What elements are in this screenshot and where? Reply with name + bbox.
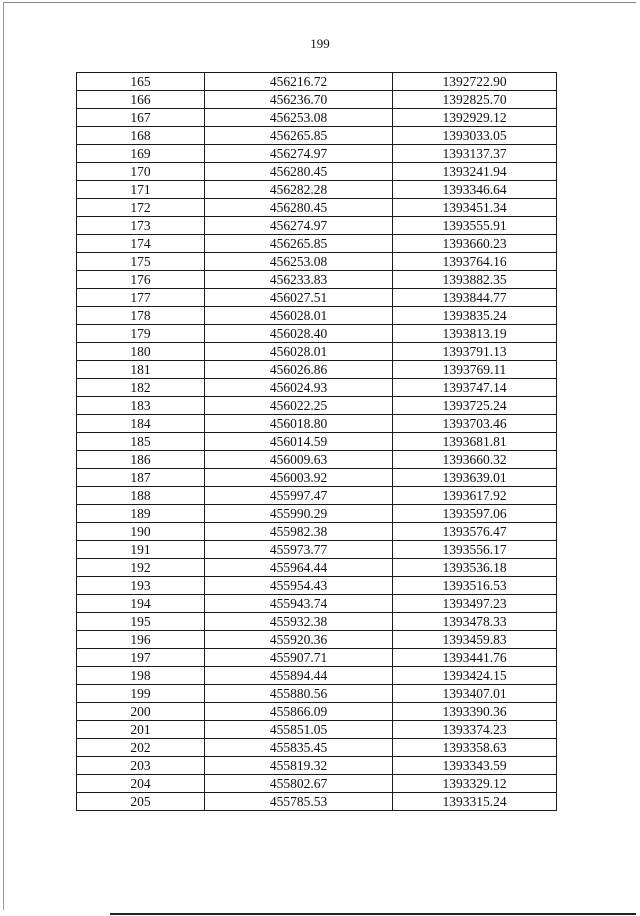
table-row: [77, 649, 557, 667]
point-number-cell: 183: [77, 397, 205, 415]
y-coordinate-cell: 1393315.24: [393, 793, 557, 811]
table-row: [77, 397, 557, 415]
point-number-cell: 175: [77, 253, 205, 271]
y-coordinate-cell: 1393660.23: [393, 235, 557, 253]
x-coordinate-cell: 455802.67: [205, 775, 393, 793]
x-coordinate-cell: 456014.59: [205, 433, 393, 451]
y-coordinate-cell: 1392929.12: [393, 109, 557, 127]
x-coordinate-cell: 456018.80: [205, 415, 393, 433]
x-coordinate-cell: 456026.86: [205, 361, 393, 379]
point-number-cell: 193: [77, 577, 205, 595]
point-number-cell: 171: [77, 181, 205, 199]
y-coordinate-cell: 1392722.90: [393, 73, 557, 91]
x-coordinate-cell: 456028.01: [205, 307, 393, 325]
point-number-cell: 168: [77, 127, 205, 145]
x-coordinate-cell: 456265.85: [205, 235, 393, 253]
table-row: [77, 739, 557, 757]
y-coordinate-cell: 1393769.11: [393, 361, 557, 379]
y-coordinate-cell: 1393747.14: [393, 379, 557, 397]
x-coordinate-cell: 456233.83: [205, 271, 393, 289]
table-row: [77, 181, 557, 199]
x-coordinate-cell: 456022.25: [205, 397, 393, 415]
table-row: [77, 253, 557, 271]
y-coordinate-cell: 1393346.64: [393, 181, 557, 199]
table-row: [77, 577, 557, 595]
point-number-cell: 201: [77, 721, 205, 739]
x-coordinate-cell: 456265.85: [205, 127, 393, 145]
table-row: [77, 451, 557, 469]
point-number-cell: 179: [77, 325, 205, 343]
y-coordinate-cell: 1393835.24: [393, 307, 557, 325]
point-number-cell: 186: [77, 451, 205, 469]
point-number-cell: 167: [77, 109, 205, 127]
x-coordinate-cell: 455920.36: [205, 631, 393, 649]
point-number-cell: 187: [77, 469, 205, 487]
x-coordinate-cell: 455851.05: [205, 721, 393, 739]
page-edge-bottom: [110, 913, 636, 915]
point-number-cell: 198: [77, 667, 205, 685]
table-row: [77, 757, 557, 775]
x-coordinate-cell: 455785.53: [205, 793, 393, 811]
table-row: [77, 109, 557, 127]
y-coordinate-cell: 1393660.32: [393, 451, 557, 469]
y-coordinate-cell: 1393374.23: [393, 721, 557, 739]
point-number-cell: 181: [77, 361, 205, 379]
y-coordinate-cell: 1393639.01: [393, 469, 557, 487]
y-coordinate-cell: 1392825.70: [393, 91, 557, 109]
y-coordinate-cell: 1393390.36: [393, 703, 557, 721]
y-coordinate-cell: 1393681.81: [393, 433, 557, 451]
table-row: [77, 271, 557, 289]
coordinates-table-body: [77, 73, 557, 811]
y-coordinate-cell: 1393813.19: [393, 325, 557, 343]
point-number-cell: 170: [77, 163, 205, 181]
y-coordinate-cell: 1393882.35: [393, 271, 557, 289]
y-coordinate-cell: 1393725.24: [393, 397, 557, 415]
point-number-cell: 200: [77, 703, 205, 721]
x-coordinate-cell: 455866.09: [205, 703, 393, 721]
y-coordinate-cell: 1393617.92: [393, 487, 557, 505]
table-row: [77, 613, 557, 631]
table-row: [77, 145, 557, 163]
y-coordinate-cell: 1393764.16: [393, 253, 557, 271]
x-coordinate-cell: 456003.92: [205, 469, 393, 487]
page-edge-top: [4, 2, 636, 3]
table-row: [77, 217, 557, 235]
x-coordinate-cell: 456253.08: [205, 253, 393, 271]
y-coordinate-cell: 1393478.33: [393, 613, 557, 631]
table-row: [77, 667, 557, 685]
point-number-cell: 176: [77, 271, 205, 289]
point-number-cell: 178: [77, 307, 205, 325]
y-coordinate-cell: 1393703.46: [393, 415, 557, 433]
point-number-cell: 177: [77, 289, 205, 307]
table-row: [77, 73, 557, 91]
point-number-cell: 189: [77, 505, 205, 523]
point-number-cell: 185: [77, 433, 205, 451]
table-row: [77, 631, 557, 649]
table-row: [77, 541, 557, 559]
point-number-cell: 182: [77, 379, 205, 397]
table-row: [77, 91, 557, 109]
x-coordinate-cell: 455964.44: [205, 559, 393, 577]
point-number-cell: 165: [77, 73, 205, 91]
point-number-cell: 196: [77, 631, 205, 649]
y-coordinate-cell: 1393516.53: [393, 577, 557, 595]
point-number-cell: 195: [77, 613, 205, 631]
point-number-cell: 202: [77, 739, 205, 757]
x-coordinate-cell: 455819.32: [205, 757, 393, 775]
x-coordinate-cell: 456027.51: [205, 289, 393, 307]
y-coordinate-cell: 1393329.12: [393, 775, 557, 793]
table-row: [77, 325, 557, 343]
y-coordinate-cell: 1393424.15: [393, 667, 557, 685]
point-number-cell: 199: [77, 685, 205, 703]
x-coordinate-cell: 455907.71: [205, 649, 393, 667]
y-coordinate-cell: 1393536.18: [393, 559, 557, 577]
x-coordinate-cell: 456253.08: [205, 109, 393, 127]
table-row: [77, 343, 557, 361]
x-coordinate-cell: 456028.01: [205, 343, 393, 361]
point-number-cell: 180: [77, 343, 205, 361]
table-row: [77, 487, 557, 505]
point-number-cell: 166: [77, 91, 205, 109]
point-number-cell: 190: [77, 523, 205, 541]
y-coordinate-cell: 1393358.63: [393, 739, 557, 757]
table-row: [77, 289, 557, 307]
table-row: [77, 127, 557, 145]
table-row: [77, 415, 557, 433]
table-row: [77, 163, 557, 181]
x-coordinate-cell: 456009.63: [205, 451, 393, 469]
point-number-cell: 204: [77, 775, 205, 793]
y-coordinate-cell: 1393137.37: [393, 145, 557, 163]
table-row: [77, 469, 557, 487]
table-row: [77, 595, 557, 613]
x-coordinate-cell: 455932.38: [205, 613, 393, 631]
point-number-cell: 172: [77, 199, 205, 217]
x-coordinate-cell: 456274.97: [205, 217, 393, 235]
x-coordinate-cell: 456282.28: [205, 181, 393, 199]
x-coordinate-cell: 455990.29: [205, 505, 393, 523]
table-row: [77, 199, 557, 217]
x-coordinate-cell: 456280.45: [205, 199, 393, 217]
coordinates-table: [76, 72, 557, 811]
x-coordinate-cell: 455997.47: [205, 487, 393, 505]
point-number-cell: 173: [77, 217, 205, 235]
y-coordinate-cell: 1393033.05: [393, 127, 557, 145]
point-number-cell: 188: [77, 487, 205, 505]
point-number-cell: 184: [77, 415, 205, 433]
point-number-cell: 197: [77, 649, 205, 667]
x-coordinate-cell: 456028.40: [205, 325, 393, 343]
y-coordinate-cell: 1393576.47: [393, 523, 557, 541]
y-coordinate-cell: 1393343.59: [393, 757, 557, 775]
page-edge-left: [3, 2, 4, 910]
x-coordinate-cell: 455894.44: [205, 667, 393, 685]
x-coordinate-cell: 456274.97: [205, 145, 393, 163]
y-coordinate-cell: 1393555.91: [393, 217, 557, 235]
y-coordinate-cell: 1393241.94: [393, 163, 557, 181]
x-coordinate-cell: 455954.43: [205, 577, 393, 595]
table-row: [77, 523, 557, 541]
y-coordinate-cell: 1393791.13: [393, 343, 557, 361]
point-number-cell: 191: [77, 541, 205, 559]
point-number-cell: 205: [77, 793, 205, 811]
table-row: [77, 433, 557, 451]
point-number-cell: 192: [77, 559, 205, 577]
x-coordinate-cell: 456216.72: [205, 73, 393, 91]
table-row: [77, 685, 557, 703]
table-row: [77, 793, 557, 811]
x-coordinate-cell: 455943.74: [205, 595, 393, 613]
table-row: [77, 379, 557, 397]
y-coordinate-cell: 1393407.01: [393, 685, 557, 703]
x-coordinate-cell: 456024.93: [205, 379, 393, 397]
table-row: [77, 703, 557, 721]
x-coordinate-cell: 455973.77: [205, 541, 393, 559]
x-coordinate-cell: 456236.70: [205, 91, 393, 109]
point-number-cell: 194: [77, 595, 205, 613]
table-row: [77, 775, 557, 793]
table-row: [77, 361, 557, 379]
y-coordinate-cell: 1393597.06: [393, 505, 557, 523]
table-row: [77, 235, 557, 253]
table-row: [77, 721, 557, 739]
y-coordinate-cell: 1393556.17: [393, 541, 557, 559]
table-row: [77, 505, 557, 523]
point-number-cell: 203: [77, 757, 205, 775]
y-coordinate-cell: 1393497.23: [393, 595, 557, 613]
y-coordinate-cell: 1393459.83: [393, 631, 557, 649]
y-coordinate-cell: 1393451.34: [393, 199, 557, 217]
x-coordinate-cell: 455835.45: [205, 739, 393, 757]
y-coordinate-cell: 1393441.76: [393, 649, 557, 667]
point-number-cell: 169: [77, 145, 205, 163]
x-coordinate-cell: 455982.38: [205, 523, 393, 541]
point-number-cell: 174: [77, 235, 205, 253]
page-number: 199: [310, 36, 330, 51]
y-coordinate-cell: 1393844.77: [393, 289, 557, 307]
x-coordinate-cell: 455880.56: [205, 685, 393, 703]
x-coordinate-cell: 456280.45: [205, 163, 393, 181]
table-row: [77, 307, 557, 325]
table-row: [77, 559, 557, 577]
